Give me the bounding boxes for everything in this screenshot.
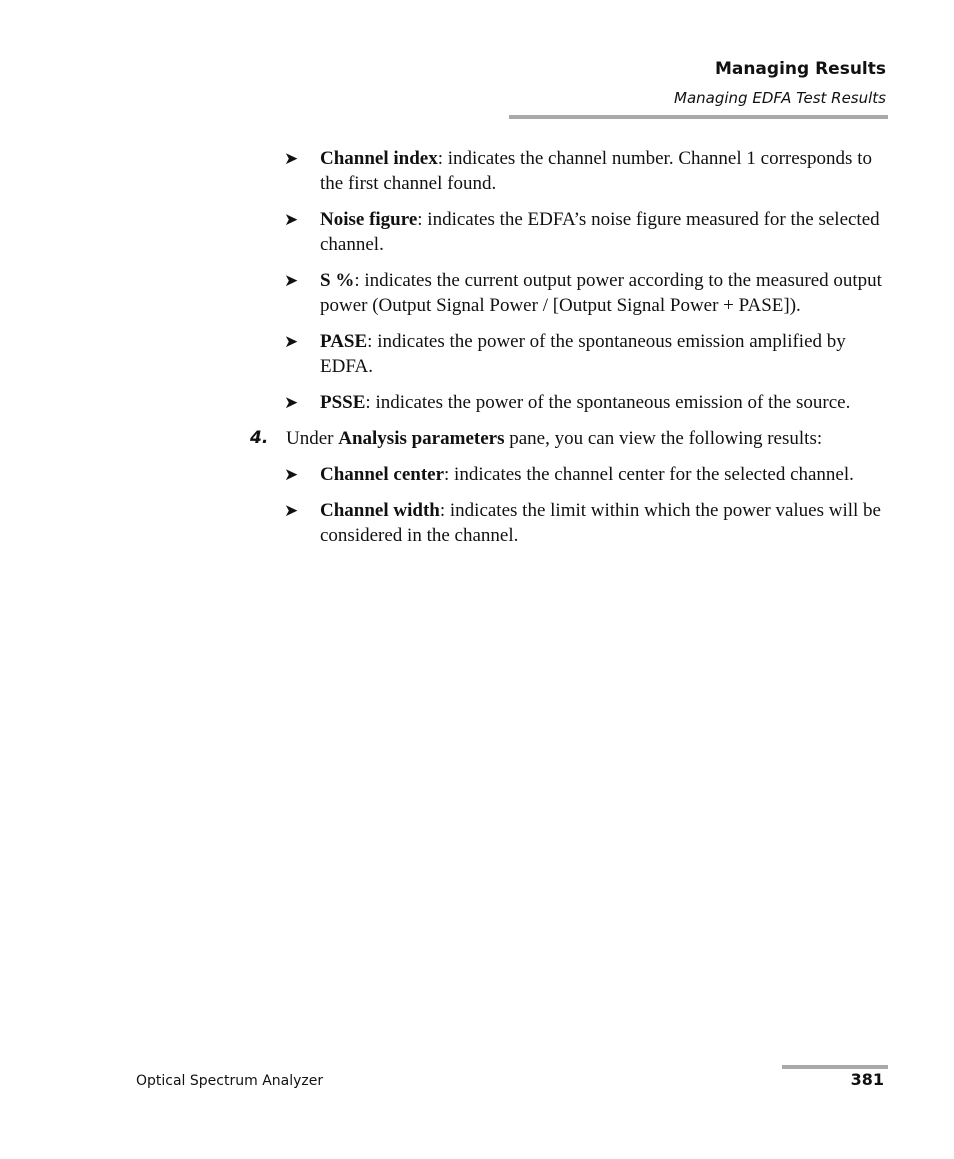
bullet-arrow-icon: ➤ <box>284 271 299 291</box>
page-number: 381 <box>850 1070 884 1089</box>
bullet-arrow-icon: ➤ <box>284 332 299 352</box>
bullet-text: : indicates the power of the spontaneous emission of the source. <box>365 392 851 413</box>
bullet-text: : indicates the power of the spontaneous emission amplified by EDFA. <box>320 331 846 377</box>
bullet-term: Channel width <box>320 500 440 521</box>
bullet-text: : indicates the EDFA’s noise figure measured for the selected channel. <box>320 209 880 255</box>
step-number: 4. <box>250 428 269 448</box>
bullet-text: : indicates the channel center for the selected channel. <box>444 464 854 485</box>
bullet-term: Channel index <box>320 148 438 169</box>
bullet-term: Channel center <box>320 464 445 485</box>
bullet-term: Noise figure <box>320 209 418 230</box>
bullet-term: S % <box>320 270 355 291</box>
bullet-arrow-icon: ➤ <box>284 393 299 413</box>
bullet-arrow-icon: ➤ <box>284 149 299 169</box>
running-header <box>674 58 886 108</box>
bullet-text: : indicates the current output power according to the measured output power (Output Signal Power / [Output Signal Power + PASE]). <box>320 270 882 316</box>
bullet-arrow-icon: ➤ <box>284 210 299 230</box>
header-rule <box>509 115 888 119</box>
bullet-psse <box>250 390 890 415</box>
bullet-pase <box>250 329 890 379</box>
footer-product-name: Optical Spectrum Analyzer <box>136 1073 324 1089</box>
bullet-s-percent <box>250 268 890 318</box>
step-text-before: Under <box>286 428 339 449</box>
header-title: Managing Results <box>714 59 886 79</box>
bullet-term: PSSE <box>320 392 366 413</box>
step-4 <box>250 426 890 451</box>
bullet-noise-figure <box>250 207 890 257</box>
bullet-text: : indicates the limit within which the power values will be considered in the channel. <box>320 500 881 546</box>
bullet-channel-center <box>250 462 890 487</box>
bullet-arrow-icon: ➤ <box>284 501 299 521</box>
page-body <box>250 146 890 559</box>
bullet-term: PASE <box>320 331 368 352</box>
step-term: Analysis parameters <box>338 428 505 449</box>
bullet-arrow-icon: ➤ <box>284 465 299 485</box>
step-text-after: pane, you can view the following results: <box>504 428 823 449</box>
bullet-channel-index <box>250 146 890 196</box>
header-subtitle: Managing EDFA Test Results <box>674 89 886 107</box>
bullet-channel-width <box>250 498 890 548</box>
bullet-text: : indicates the channel number. Channel 1 corresponds to the first channel found. <box>320 148 872 194</box>
